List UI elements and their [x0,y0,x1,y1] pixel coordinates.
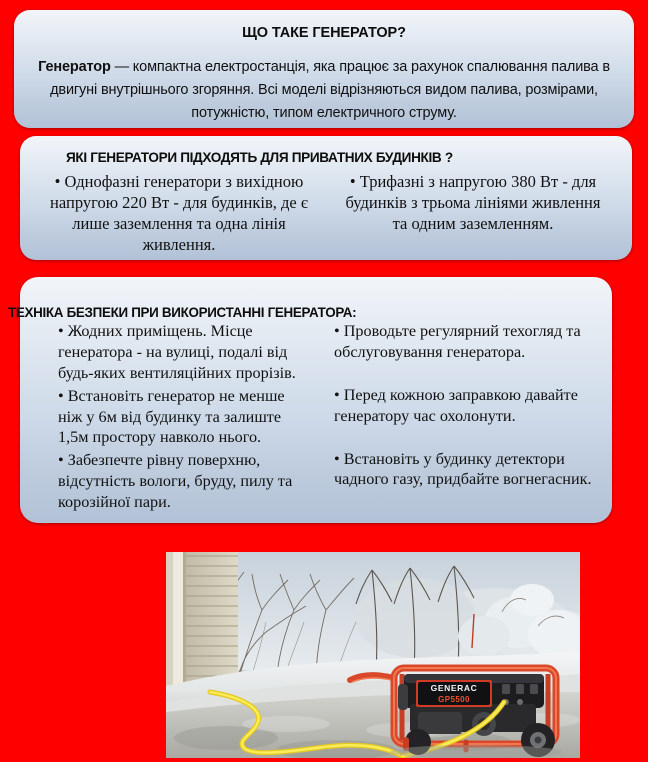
panel-which-generators-item-single-phase: • Однофазні генератори з вихідною напругою 220 Вт - для будинків, де є лише заземлення та одна лінія живлення. [50,172,308,255]
safety-rule-right-3: • Встановіть у будинку детектори чадного газу, придбайте вогнегасник. [334,449,592,489]
generator-brand-label: GENERAC [430,683,478,693]
panel-safety-rules-columns [30,321,614,515]
generator-photo-frame [163,549,583,761]
safety-rule-left-2: • Встановіть генератор не менше ніж у 6м від будинку та залиште 1,5м простору навколо нього. [58,386,285,447]
panel-what-is-generator-body [32,56,616,126]
panel-safety-rules-column-right [322,321,608,515]
panel-safety-rules [8,277,612,523]
panel-what-is-generator [14,10,634,128]
panel-safety-rules-title: ТЕХНІКА БЕЗПЕКИ ПРИ ВИКОРИСТАННІ ГЕНЕРАТОРА: [8,305,357,321]
safety-rule-left-1: • Жодних приміщень. Місце генератора - на вулиці, подалі від будь-яких вентиляційних прорізів. [58,322,296,382]
panel-which-generators-columns [32,171,620,255]
safety-rule-right-1: • Проводьте регулярний техогляд та обслуговування генератора. [334,322,581,361]
generator-model-label: GP5500 [438,695,470,704]
panel-what-is-generator-title: ЩО ТАКЕ ГЕНЕРАТОР? [242,25,406,41]
panel-safety-rules-column-left [36,321,322,515]
panel-which-generators-title: ЯКІ ГЕНЕРАТОРИ ПІДХОДЯТЬ ДЛЯ ПРИВАТНИХ БУДИНКІВ ? [66,150,453,165]
panel-what-is-generator-body-text: — компактна електростанція, яка працює за рахунок спалювання палива в двигуні внутрішнього згоряння. Всі моделі відрізняються видом палива, розмірами, потужністю, типом електричного струму. [50,58,610,122]
panel-which-generators [20,136,632,260]
safety-rule-right-2: • Перед кожною заправкою давайте генератору час охолонути. [334,385,578,425]
panel-what-is-generator-lead-word: Генератор [38,58,111,75]
safety-rule-left-3: • Забезпечте рівну поверхню, відсутність вологи, бруду, пилу та корозійної пари. [58,451,293,512]
panel-which-generators-item-three-phase: • Трифазні з напругою 380 Вт - для будинків з трьома лініями живлення та одним заземленням. [345,172,601,234]
generator-photo [166,552,580,758]
